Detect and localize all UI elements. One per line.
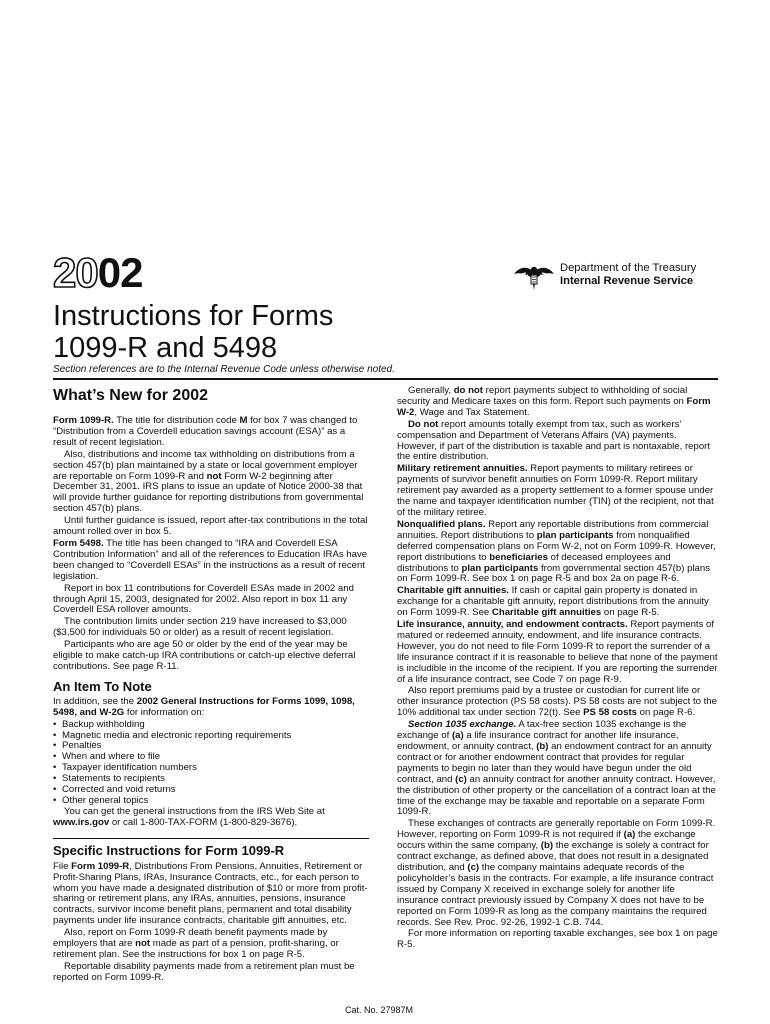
text-run: If cash or capital gain property is donated in exchange for a charitable gift annuity, report distributions from the annuity on Form 1099-R. See [397,585,709,619]
irs-website-link[interactable]: www.irs.gov [53,816,110,828]
general-instructions-title: 2002 General Instructions for Forms 1099, 1098, 5498, and W-2G [53,695,355,718]
charitable-gift-paragraph [397,586,718,619]
emphasis-do-not: do not [453,385,483,396]
list-item-text: Taxpayer identification numbers [62,762,197,774]
title-line-2: 1099-R and 5498 [53,332,278,364]
file-1099r-paragraph [53,862,369,927]
military-retirement-paragraph [397,464,718,519]
item-to-note-heading: An Item To Note [53,678,152,694]
text-run: Also, distributions and income tax withholding on distributions from a section 457(b) plan maintained by a state or local government employer are reportable on Form 1099-R and [53,448,358,482]
nonqualified-plans-lead: Nonqualified plans. [397,518,486,530]
marker-c: (c) [467,861,480,873]
whats-new-heading: What’s New for 2002 [53,387,209,404]
section-457b-paragraph [53,450,369,515]
bullet-icon: • [53,718,57,730]
header-rule [53,378,718,380]
agency-name: Internal Revenue Service [560,275,694,287]
bullet-icon: • [53,762,57,774]
text-run: the exchange is solely a contract for contract exchange, as defined above, that does not result in a designated distribution, and [397,840,709,873]
ps58-costs-reference: PS 58 costs [583,707,638,719]
death-benefit-paragraph [53,928,369,961]
list-item-text: Corrected and void returns [62,784,176,796]
bullet-icon: • [53,773,57,785]
text-run: Also report premiums paid by a trustee or custodian for current life or other insurance protection (PS 58 costs). PS 58 costs are not subject to the 10% additional tax under section 72(t). See [397,685,717,719]
text-run: an endowment contract for an annuity contract or for another endowment contract that provides for regular payments to begin no later than they would have begun under the old contract, and [397,741,712,785]
form-1099r-name: Form 1099-R [71,860,130,872]
box-11-paragraph: Report in box 11 contributions for Coverdell ESAs made in 2002 and through April 15, 2003, designated for 2002. Also report in box 11 any Coverdell ESA rollover amounts. [53,582,354,616]
nonqualified-plans-paragraph [397,520,718,585]
list-item-text: When and where to file [62,751,161,763]
text-run: report payments subject to withholding of social security and Medicare taxes on this form. Report such payments on [397,385,688,407]
text-run: Generally, [408,385,454,396]
text-run: You can get the general instructions from the IRS Web Site at [64,805,325,817]
text-run: , Wage and Tax Statement. [414,406,530,418]
list-item-text: Backup withholding [62,718,145,730]
form-1099r-lead: Form 1099-R. [53,415,114,426]
beneficiaries-term: beneficiaries [489,551,548,563]
year-bold-digits: 02 [97,249,143,296]
marker-a: (a) [623,829,636,841]
text-run: The title for distribution code [113,415,240,426]
left-column [53,386,369,985]
charitable-gift-lead: Charitable gift annuities. [397,585,509,597]
text-run: on page R-6. [637,707,696,719]
text-run: from governmental section 457(b) plans on Form 1099-R. See box 1 on page R-5 and box 2a on page R-6. [397,562,711,585]
year-outline-digits: 20 [53,249,98,296]
emphasis-do-not: Do not [408,418,439,430]
bullet-icon: • [53,751,57,763]
list-item-text: Penalties [62,740,102,752]
emphasis-not: not [135,938,151,950]
marker-a: (a) [451,730,464,742]
irs-website-paragraph [53,807,369,829]
text-run: the exchange occurs within the same company, [397,829,696,852]
emphasis-not: not [206,470,222,482]
text-run: Report any reportable distributions from commercial annuities. Report distributions to [397,518,709,541]
text-run: the company maintains adequate records of the policyholder’s basis in the contracts. For example, a life insurance contract issued by Company X received in exchange solely for another life insurance contract previously issued by Company X does not have to be reported on Form 1099-R as long as the company maintains the required records. See Rev. Proc. 92-26, 1992-1 C.B. 744. [397,861,714,928]
text-run: made as part of a pension, profit-sharing, or retirement plan. See the instructions for box 1 on page R-5. [53,938,339,960]
text-run: of deceased employees and distributions to [397,551,671,574]
text-run: The title has been changed to “IRA and Coverdell ESA Contribution Information” and all of the references to Education IRAs have been changed to “Coverdell ESAs” in the instructions as a result of recent legislation. [53,537,368,582]
form-w2-name: Form W-2 [397,395,711,418]
disability-paragraph: Reportable disability payments made from a retirement plan must be reported on Form 1099-R. [53,960,355,983]
form-5498-change-paragraph [53,539,369,583]
list-item-text: Statements to recipients [62,773,165,785]
topics-list [53,720,369,807]
text-run: Report payments to military retirees or payments of survivor benefit annuities on Form 1099-R. Report military retirement pay awarded as a property settlement to a former spouse under the name and taxpayer identification number (TIN) of the recipient, not that of the military retiree. [397,463,714,518]
tax-year [53,249,143,296]
text-run: report amounts totally exempt from tax, such as workers’ compensation and Department of Veterans Affairs (VA) payments. However, if part of the distribution is taxable and part is nontaxable, report the entire distribution. [397,418,711,463]
life-insurance-lead: Life insurance, annuity, and endowment contracts. [397,619,628,631]
bullet-icon: • [53,729,57,741]
text-run: These exchanges of contracts are generally reportable on Form 1099-R. However, reporting on Form 1099-R is not required if [397,818,716,841]
text-run: File [53,860,72,872]
withholding-paragraph [397,386,718,419]
after-tax-paragraph: Until further guidance is issued, report after-tax contributions in the total amount rolled over in box 5. [53,515,368,538]
irs-eagle-seal-icon [512,262,556,292]
list-item-text: Other general topics [62,795,149,806]
bullet-icon: • [53,784,57,796]
specific-instructions-heading: Specific Instructions for Form 1099-R [53,838,369,859]
text-run: for information on: [124,706,205,718]
text-run: , Distributions From Pensions, Annuities, Retirement or Profit-Sharing Plans, IRAs, Insurance Contracts, etc., for each person to whom you have made a designated distribution of $10 or more from profit-sharing or retirement plans, any IRAs, annuities, pensions, insurance contracts, survivor income benefit plans, permanent and total disability payments under life insurance contracts, charitable gift annuities, etc. [53,860,368,927]
marker-c: (c) [455,773,467,785]
text-run: or call 1-800-TAX-FORM (1-800-829-3676). [109,816,298,828]
text-run: on page R-5. [601,607,660,619]
page-title [53,300,553,364]
text-run: A tax-free section 1035 exchange is the exchange of [397,719,687,742]
text-run: from nonqualified deferred compensation plans on Form W-2, not on Form 1099-R. However, report distributions to [397,529,716,563]
section-reference-note: Section references are to the Internal Revenue Code unless otherwise noted. [53,364,395,375]
contribution-limits-paragraph: The contribution limits under section 219 have increased to $3,000 ($3,500 for individuals 50 or older) as a result of recent legislation. [53,616,347,639]
life-insurance-paragraph [397,620,718,685]
catch-up-paragraph: Participants who are age 50 or older by the end of the year may be eligible to make catch-up IRA contributions or catch-up elective deferral contributions. See page R-11. [53,639,356,672]
text-run: for box 7 was changed to “Distribution from a Coverdell education savings account (ESA)” as a result of recent legislation. [53,415,358,448]
charitable-gift-reference: Charitable gift annuities [491,607,602,619]
right-column [397,386,718,952]
exempt-amounts-paragraph [397,420,718,464]
bullet-icon: • [53,740,57,752]
form-1099r-change-paragraph [53,416,369,449]
text-run: an annuity contract for another annuity contract. However, the distribution of other property or the cancellation of a contract loan at the time of the exchange may be taxable and reportable on a separate Form 1099-R. [397,773,716,818]
text-run: Report payments of matured or redeemed annuity, endowment, and life insurance contracts. However, you do not need to file Form 1099-R to report the surrender of a life insurance contract if it is reasonable to believe that none of the payment is includible in the income of the recipient. If you are reporting the surrender of a life insurance contract, see Code 7 on page R-9. [397,619,718,685]
form-5498-lead: Form 5498. [53,537,104,549]
text-run: Form W-2 beginning after December 31, 2001. IRS plans to issue an update of Notice 2000-38 that will provide further guidance for reporting distributions from governmental section 457(b) plans. [53,470,364,515]
marker-b: (b) [540,840,554,852]
plan-participants-term: plan participants [536,529,614,541]
more-information-paragraph: For more information on reporting taxable exchanges, see box 1 on page R-5. [397,928,718,951]
catalog-number: Cat. No. 27987M [345,1005,414,1015]
section-1035-lead: Section 1035 exchange. [408,719,517,731]
code-m: M [239,415,248,426]
exchange-reporting-paragraph [397,819,718,928]
military-retirement-lead: Military retirement annuities. [397,463,528,475]
text-run: a life insurance contract for another life insurance, endowment, or annuity contract, [397,730,679,752]
marker-b: (b) [536,741,549,752]
title-line-1: Instructions for Forms [53,300,334,332]
department-name: Department of the Treasury [560,262,697,274]
text-run: In addition, see the [53,695,137,707]
list-item-text: Magnetic media and electronic reporting requirements [62,729,292,741]
text-run: Also, report on Form 1099-R death benefit payments made by employers that are [53,927,328,950]
bullet-icon: • [53,795,57,806]
general-instructions-paragraph [53,697,369,719]
ps58-costs-paragraph [397,686,718,719]
plan-participants-term: plan participants [461,562,539,574]
section-1035-paragraph [397,720,718,818]
